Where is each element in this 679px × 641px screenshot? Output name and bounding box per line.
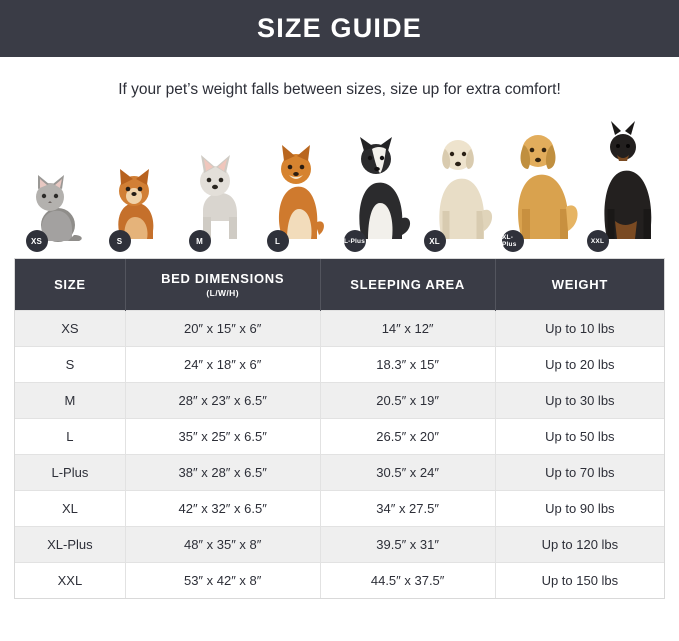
column-header-size (15, 259, 125, 311)
pet-illustration-xl-plus (500, 123, 584, 248)
column-header-sleeping-area-label: SLEEPING AREA (350, 277, 466, 292)
dog-icon (500, 123, 584, 248)
cell-weight: Up to 30 lbs (495, 383, 664, 419)
subtitle-text: If your pet’s weight falls between sizes, size up for extra comfort! (118, 81, 561, 98)
pet-illustration-xl (419, 123, 500, 248)
table-header-row (15, 259, 664, 311)
cell-weight: Up to 70 lbs (495, 455, 664, 491)
cell-dimensions: 35″ x 25″ x 6.5″ (125, 419, 320, 455)
size-table (15, 259, 664, 598)
doberman-icon-svg (585, 121, 665, 243)
table-body (15, 311, 664, 599)
header-bar (0, 0, 679, 57)
cell-sleeping-area: 20.5″ x 19″ (320, 383, 495, 419)
cell-size: M (15, 383, 125, 419)
pet-illustration-s (95, 123, 176, 248)
pet-illustration-l-plus (338, 123, 419, 248)
column-header-bed-dimensions-sub: (L/W/H) (206, 288, 239, 298)
cell-dimensions: 53″ x 42″ x 8″ (125, 563, 320, 599)
dog-icon (342, 131, 416, 248)
pet-illustration-xxl (584, 123, 665, 248)
table-row (15, 419, 664, 455)
cell-weight: Up to 50 lbs (495, 419, 664, 455)
cell-sleeping-area: 39.5″ x 31″ (320, 527, 495, 563)
table-row (15, 563, 664, 599)
cell-sleeping-area: 34″ x 27.5″ (320, 491, 495, 527)
size-badge-xl-plus: XL-Plus (502, 230, 524, 252)
size-table-wrapper (14, 258, 665, 599)
cell-size: XL-Plus (15, 527, 125, 563)
cell-sleeping-area: 44.5″ x 37.5″ (320, 563, 495, 599)
cell-weight: Up to 20 lbs (495, 347, 664, 383)
cell-sleeping-area: 14″ x 12″ (320, 311, 495, 347)
column-header-size-label: SIZE (54, 277, 86, 292)
cell-dimensions: 24″ x 18″ x 6″ (125, 347, 320, 383)
cell-size: XXL (15, 563, 125, 599)
pet-illustration-l (257, 123, 338, 248)
cell-dimensions: 42″ x 32″ x 6.5″ (125, 491, 320, 527)
cell-weight: Up to 10 lbs (495, 311, 664, 347)
cell-size: XS (15, 311, 125, 347)
cell-weight: Up to 150 lbs (495, 563, 664, 599)
column-header-sleeping-area (320, 259, 495, 311)
cell-size: L (15, 419, 125, 455)
table-header (15, 259, 664, 311)
shiba-icon-svg (265, 139, 331, 243)
page-title: SIZE GUIDE (256, 13, 423, 43)
pet-illustration-row (0, 113, 679, 248)
pet-illustration-xs (14, 123, 95, 248)
size-badge-xs: XS (26, 230, 48, 252)
labrador-icon-svg (422, 127, 498, 243)
size-badge-xxl: XXL (587, 230, 609, 252)
cell-size: S (15, 347, 125, 383)
dog-icon (265, 139, 331, 248)
cell-dimensions: 20″ x 15″ x 6″ (125, 311, 320, 347)
size-badge-l: L (267, 230, 289, 252)
column-header-bed-dimensions (125, 259, 320, 311)
dog-icon (585, 121, 665, 248)
table-row (15, 491, 664, 527)
size-badge-s: S (109, 230, 131, 252)
pet-illustration-m (176, 123, 257, 248)
size-badge-xl: XL (424, 230, 446, 252)
size-badge-l-plus: L-Plus (344, 230, 366, 252)
dog-icon (422, 127, 498, 248)
cell-dimensions: 28″ x 23″ x 6.5″ (125, 383, 320, 419)
table-row (15, 311, 664, 347)
dog-icon (107, 159, 165, 248)
cell-weight: Up to 120 lbs (495, 527, 664, 563)
size-badge-m: M (189, 230, 211, 252)
column-header-weight-label: WEIGHT (551, 277, 608, 292)
cell-sleeping-area: 26.5″ x 20″ (320, 419, 495, 455)
cell-size: L-Plus (15, 455, 125, 491)
dog-icon (187, 151, 247, 248)
cell-size: XL (15, 491, 125, 527)
goldenretriever-icon-svg (500, 123, 584, 243)
table-row (15, 455, 664, 491)
cell-sleeping-area: 18.3″ x 15″ (320, 347, 495, 383)
column-header-bed-dimensions-label: BED DIMENSIONS (161, 271, 285, 286)
cell-dimensions: 48″ x 35″ x 8″ (125, 527, 320, 563)
frenchbulldog-icon-svg (187, 151, 247, 243)
cat-icon (24, 165, 86, 248)
cell-sleeping-area: 30.5″ x 24″ (320, 455, 495, 491)
bordercollie-icon-svg (342, 131, 416, 243)
cell-weight: Up to 90 lbs (495, 491, 664, 527)
cell-dimensions: 38″ x 28″ x 6.5″ (125, 455, 320, 491)
column-header-weight (495, 259, 664, 311)
table-row (15, 383, 664, 419)
table-row (15, 527, 664, 563)
table-row (15, 347, 664, 383)
